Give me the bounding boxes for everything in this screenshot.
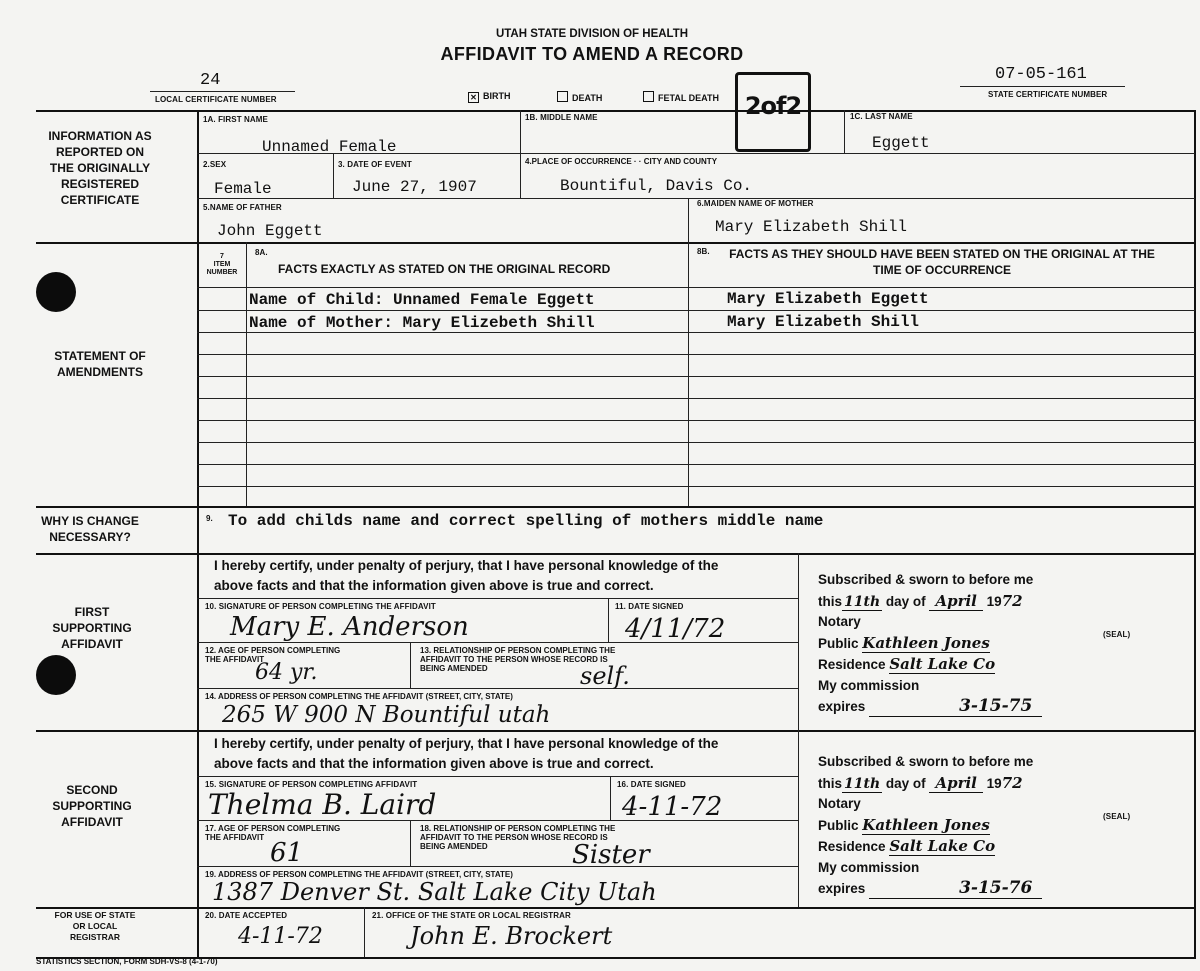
- first-certify-text: I hereby certify, under penalty of perjury, that I have personal knowledge of the above facts and that the information given above is true and correct.: [214, 558, 719, 593]
- second-seal-label: (SEAL): [1103, 812, 1131, 821]
- second-notary-month: April: [929, 774, 982, 793]
- first-notary-month: April: [929, 592, 982, 611]
- last-name-value: Eggett: [872, 134, 930, 152]
- first-signature: Mary E. Anderson: [230, 612, 469, 642]
- date-of-event-value: June 27, 1907: [352, 178, 477, 196]
- middle-name-label: 1B. MIDDLE NAME: [525, 113, 598, 122]
- agency-name: UTAH STATE DIVISION OF HEALTH: [495, 28, 689, 40]
- amendments-section-label: STATEMENT OF AMENDMENTS: [54, 349, 146, 379]
- first-name-label: 1A. FIRST NAME: [203, 115, 268, 124]
- first-notary-residence: Salt Lake Co: [889, 655, 996, 673]
- local-certificate-label: LOCAL CERTIFICATE NUMBER: [155, 95, 277, 104]
- registrar-section-label: FOR USE OF STATE OR LOCAL REGISTRAR: [54, 910, 136, 942]
- sex-label: 2.SEX: [203, 160, 227, 169]
- second-notary-public-signature: Kathleen Jones: [862, 815, 990, 834]
- first-address-label: 14. ADDRESS OF PERSON COMPLETING THE AFFIDAVIT (STREET, CITY, STATE): [205, 692, 513, 701]
- second-notary-expires: 3-15-76: [869, 878, 1042, 899]
- form-title: AFFIDAVIT TO AMEND A RECORD: [440, 44, 744, 64]
- state-certificate-number: 07-05-161: [995, 65, 1087, 84]
- first-notary-expires: 3-15-75: [869, 696, 1042, 717]
- record-type-death[interactable]: DEATH: [557, 91, 602, 103]
- second-address: 1387 Denver St. Salt Lake City Utah: [212, 878, 657, 906]
- first-age: 64 yr.: [255, 660, 318, 685]
- second-affidavit-section-label: SECOND SUPPORTING AFFIDAVIT: [52, 783, 132, 829]
- first-affidavit-section-label: FIRST SUPPORTING AFFIDAVIT: [52, 605, 132, 651]
- second-signature: Thelma B. Laird: [208, 788, 437, 821]
- first-notary-block: Subscribed & sworn to before me this 11th day of April 1972 Notary Public Kathleen Jones Residence Salt Lake Co My commission expires 3-15-75: [818, 570, 1108, 718]
- second-date-signed: 4-11-72: [622, 792, 723, 822]
- first-relationship-label: 13. RELATIONSHIP OF PERSON COMPLETING THE AFFIDAVIT TO THE PERSON WHOSE RECORD IS BEING AMENDED: [420, 646, 616, 673]
- reason-section-label: WHY IS CHANGE NECESSARY?: [41, 514, 139, 544]
- father-value: John Eggett: [217, 222, 323, 240]
- second-certify-text: I hereby certify, under penalty of perjury, that I have personal knowledge of the above facts and that the information given above is true and correct.: [214, 736, 719, 771]
- first-name-value: Unnamed Female: [262, 138, 397, 156]
- second-relationship-label: 18. RELATIONSHIP OF PERSON COMPLETING THE AFFIDAVIT TO THE PERSON WHOSE RECORD IS BEING AMENDED: [420, 824, 616, 851]
- first-seal-label: (SEAL): [1103, 630, 1131, 639]
- second-notary-day: 11th: [844, 775, 881, 792]
- second-relationship: Sister: [572, 840, 650, 870]
- registrar-signature: John E. Brockert: [410, 922, 613, 950]
- record-type-birth[interactable]: ✕ BIRTH: [468, 91, 511, 103]
- reason-item-number: 9.: [206, 514, 213, 523]
- second-notary-year: 72: [1001, 773, 1023, 792]
- first-signature-label: 10. SIGNATURE OF PERSON COMPLETING THE AFFIDAVIT: [205, 602, 436, 611]
- place-label: 4.PLACE OF OCCURRENCE · · CITY AND COUNTY: [525, 157, 718, 166]
- amendment-corrected-2: Mary Elizabeth Shill: [727, 313, 920, 331]
- date-of-event-label: 3. DATE OF EVENT: [338, 160, 412, 169]
- first-notary-day: 11th: [844, 593, 881, 610]
- punch-hole-top: [36, 272, 76, 312]
- amendment-original-2: Name of Mother: Mary Elizebeth Shill: [249, 314, 595, 332]
- first-address: 265 W 900 N Bountiful utah: [222, 702, 551, 728]
- punch-hole-bottom: [36, 655, 76, 695]
- second-age: 61: [270, 838, 304, 868]
- mother-value: Mary Elizabeth Shill: [715, 218, 908, 236]
- last-name-label: 1C. LAST NAME: [850, 112, 913, 121]
- amendment-corrected-1: Mary Elizabeth Eggett: [727, 290, 929, 308]
- column-8a-number: 8A.: [255, 248, 268, 257]
- first-notary-public-signature: Kathleen Jones: [862, 633, 990, 652]
- sex-value: Female: [214, 180, 272, 198]
- page-stamp-text: 2of2: [744, 92, 802, 120]
- state-certificate-label: STATE CERTIFICATE NUMBER: [988, 90, 1108, 99]
- second-notary-residence: Salt Lake Co: [889, 837, 996, 855]
- date-accepted-label: 20. DATE ACCEPTED: [205, 911, 288, 920]
- father-label: 5.NAME OF FATHER: [203, 203, 282, 212]
- date-accepted: 4-11-72: [238, 924, 323, 949]
- place-value: Bountiful, Davis Co.: [560, 177, 753, 195]
- second-date-label: 16. DATE SIGNED: [617, 780, 686, 789]
- item-number-header: 7 ITEM NUMBER: [206, 253, 238, 276]
- mother-label: 6.MAIDEN NAME OF MOTHER: [697, 199, 814, 208]
- second-address-label: 19. ADDRESS OF PERSON COMPLETING THE AFFIDAVIT (STREET, CITY, STATE): [205, 870, 513, 879]
- first-relationship: self.: [580, 662, 630, 690]
- second-age-label: 17. AGE OF PERSON COMPLETING THE AFFIDAVIT: [205, 824, 341, 842]
- record-type-fetal-death[interactable]: FETAL DEATH: [643, 91, 719, 103]
- second-signature-label: 15. SIGNATURE OF PERSON COMPLETING AFFIDAVIT: [205, 780, 418, 789]
- first-date-label: 11. DATE SIGNED: [615, 602, 684, 611]
- reason-text: To add childs name and correct spelling of mothers middle name: [228, 512, 824, 530]
- original-info-section-label: INFORMATION AS REPORTED ON THE ORIGINALLY REGISTERED CERTIFICATE: [48, 129, 152, 207]
- first-age-label: 12. AGE OF PERSON COMPLETING THE AFFIDAVIT: [205, 646, 341, 664]
- first-notary-year: 72: [1001, 591, 1023, 610]
- birth-checkbox[interactable]: ✕: [468, 92, 479, 103]
- death-checkbox[interactable]: [557, 91, 568, 102]
- column-8a-header: FACTS EXACTLY AS STATED ON THE ORIGINAL RECORD: [278, 262, 611, 276]
- first-date-signed: 4/11/72: [625, 614, 726, 644]
- form-footer: STATISTICS SECTION, FORM SDH-VS-8 (4-1-70): [36, 957, 218, 966]
- local-certificate-number: 24: [200, 71, 221, 90]
- second-notary-block: Subscribed & sworn to before me this 11th day of April 1972 Notary Public Kathleen Jones Residence Salt Lake Co My commission expires 3-15-76: [818, 752, 1108, 900]
- amendment-original-1: Name of Child: Unnamed Female Eggett: [249, 291, 595, 309]
- column-8b-number: 8B.: [697, 247, 710, 256]
- fetal-death-checkbox[interactable]: [643, 91, 654, 102]
- registrar-office-label: 21. OFFICE OF THE STATE OR LOCAL REGISTRAR: [372, 911, 571, 920]
- column-8b-header: FACTS AS THEY SHOULD HAVE BEEN STATED ON THE ORIGINAL AT THE TIME OF OCCURRENCE: [729, 247, 1155, 277]
